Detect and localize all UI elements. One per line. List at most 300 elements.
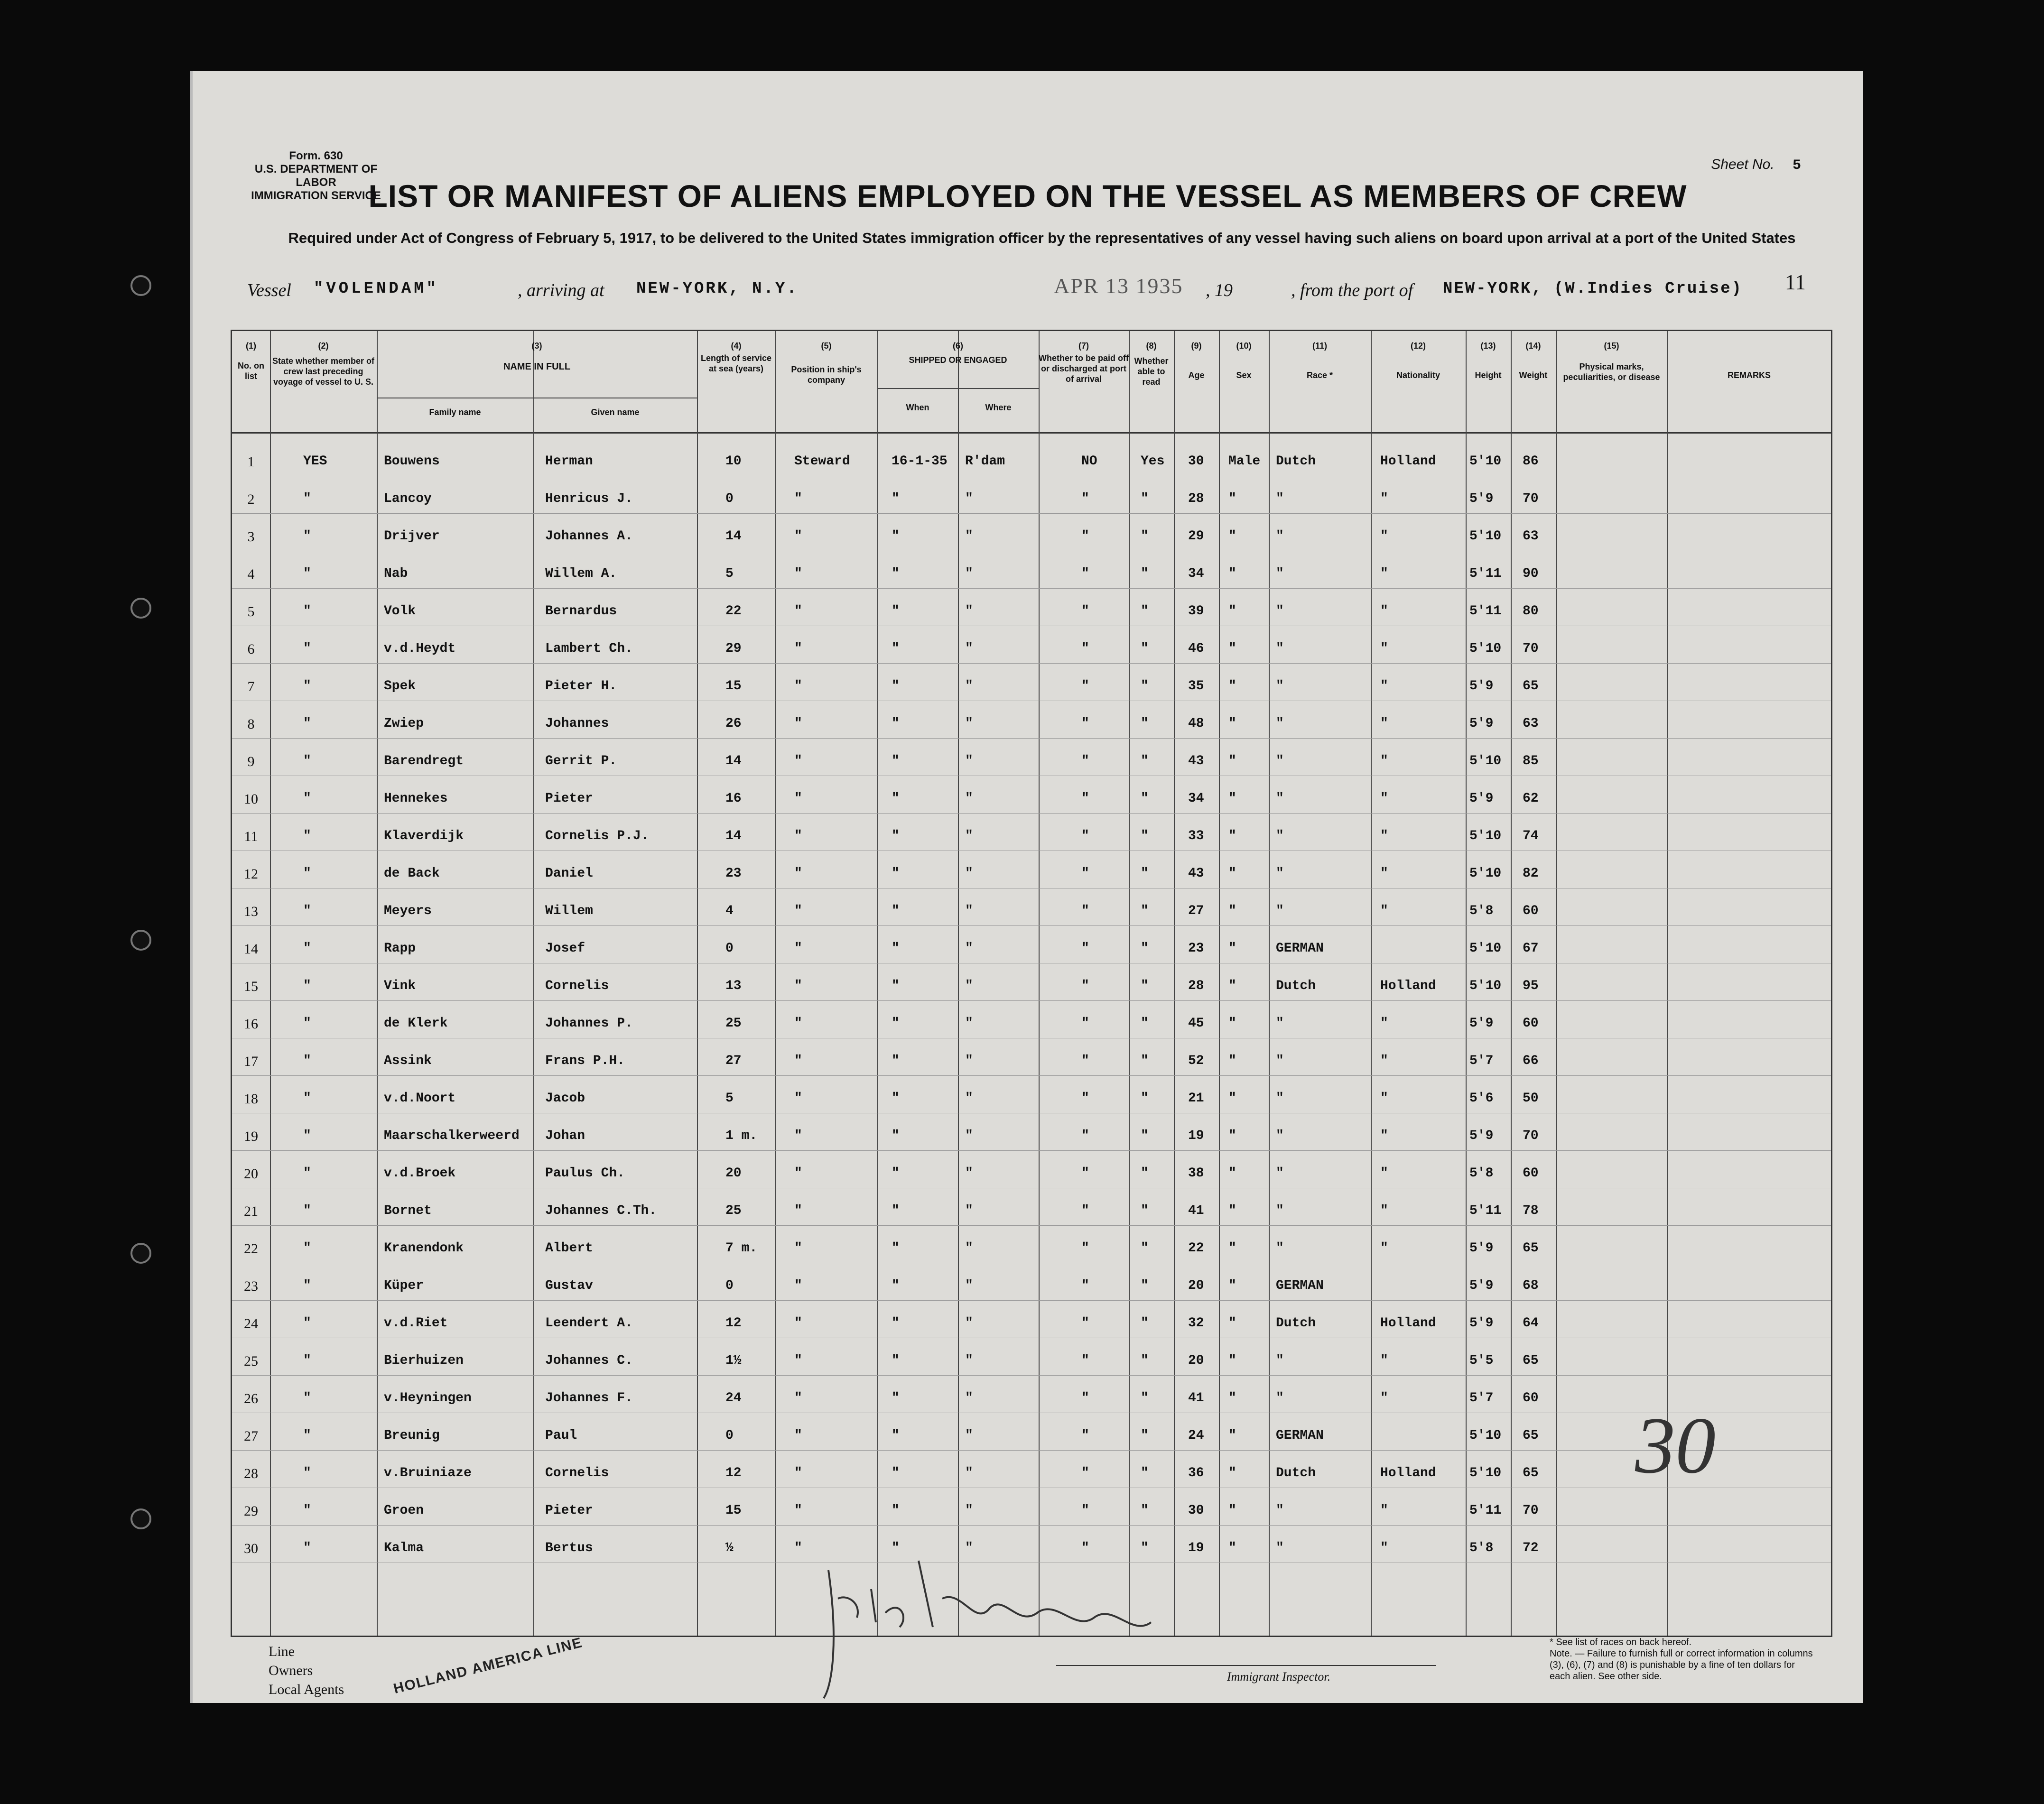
cell-weight: 78: [1523, 1203, 1539, 1218]
cell-read: ": [1141, 641, 1149, 656]
cell-paid: NO: [1081, 454, 1097, 469]
cell-when: ": [892, 754, 900, 768]
cell-where: ": [965, 1016, 973, 1031]
cell-sex: ": [1228, 1203, 1236, 1218]
col-9-header: [1174, 341, 1219, 380]
cell-service: 20: [725, 1166, 742, 1181]
cell-paid: ": [1081, 1391, 1089, 1406]
cell-no: 20: [244, 1166, 258, 1182]
cell-position: ": [794, 491, 802, 506]
cell-no: 30: [244, 1541, 258, 1556]
cell-height: 5'9: [1469, 1316, 1494, 1331]
cell-position: ": [794, 1503, 802, 1518]
cell-position: ": [794, 1016, 802, 1031]
cell-no: 1: [247, 454, 255, 470]
cell-no: 13: [244, 904, 258, 919]
cell-read: ": [1141, 754, 1149, 768]
cell-race: Dutch: [1276, 1466, 1316, 1480]
cell-age: 24: [1188, 1428, 1204, 1443]
col-1-header: [232, 341, 270, 381]
row-rule: [232, 1000, 1831, 1001]
cell-read: ": [1141, 716, 1149, 731]
cell-family: Barendregt: [384, 754, 464, 768]
col-7-label: Whether to be paid off or discharged at port of arrival: [1039, 353, 1129, 384]
handwritten-tally: 30: [1635, 1401, 1716, 1490]
cell-service: 29: [725, 641, 742, 656]
cell-read: ": [1141, 679, 1149, 694]
col-8-label: Whether able to read: [1134, 356, 1169, 387]
from-port: NEW-YORK, (W.Indies Cruise): [1443, 280, 1743, 298]
cell-prev: ": [303, 791, 311, 806]
cell-sex: ": [1228, 1466, 1236, 1480]
cell-when: ": [892, 1278, 900, 1293]
cell-read: ": [1141, 1353, 1149, 1368]
cell-race: Dutch: [1276, 1316, 1316, 1331]
cell-paid: ": [1081, 566, 1089, 581]
cell-prev: ": [303, 829, 311, 843]
cell-prev: ": [303, 1203, 311, 1218]
cell-nat: ": [1380, 1129, 1388, 1143]
cell-paid: ": [1081, 641, 1089, 656]
cell-read: ": [1141, 1054, 1149, 1068]
cell-nat: ": [1380, 1541, 1388, 1555]
row-rule: [232, 1150, 1831, 1151]
cell-paid: ": [1081, 1541, 1089, 1555]
cell-read: ": [1141, 1166, 1149, 1181]
binder-hole: [130, 275, 151, 296]
cell-race: GERMAN: [1276, 1278, 1324, 1293]
cell-where: ": [965, 1428, 973, 1443]
cell-no: 15: [244, 979, 258, 994]
cell-service: 24: [725, 1391, 742, 1406]
arriving-label: , arriving at: [518, 280, 604, 300]
cell-race: ": [1276, 1166, 1284, 1181]
cell-position: ": [794, 716, 802, 731]
cell-nat: ": [1380, 904, 1388, 918]
cell-weight: 63: [1523, 529, 1539, 544]
cell-height: 5'10: [1469, 829, 1502, 843]
cell-service: 26: [725, 716, 742, 731]
col-2-num: (2): [318, 341, 329, 351]
cell-nat: ": [1380, 679, 1388, 694]
local-agents-label: Local Agents: [269, 1682, 344, 1697]
cell-no: 3: [247, 529, 255, 545]
cell-service: 4: [725, 904, 734, 918]
cell-position: ": [794, 1203, 802, 1218]
cell-nat: ": [1380, 754, 1388, 768]
cell-position: ": [794, 1166, 802, 1181]
cell-read: ": [1141, 1316, 1149, 1331]
cell-height: 5'11: [1469, 566, 1502, 581]
col-8-header: [1129, 341, 1174, 387]
arriving-port: NEW-YORK, N.Y.: [636, 280, 799, 298]
cell-when: ": [892, 1091, 900, 1106]
cell-when: ": [892, 1054, 900, 1068]
cell-nat: ": [1380, 716, 1388, 731]
col-1-label: No. on list: [238, 361, 264, 381]
cell-paid: ": [1081, 979, 1089, 993]
cell-given: Leendert A.: [545, 1316, 633, 1331]
cell-sex: ": [1228, 1129, 1236, 1143]
cell-paid: ": [1081, 791, 1089, 806]
column-divider: [1129, 331, 1130, 1636]
row-rule: [232, 925, 1831, 926]
cell-family: Volk: [384, 604, 416, 619]
cell-read: ": [1141, 1016, 1149, 1031]
cell-nat: ": [1380, 1054, 1388, 1068]
row-rule: [232, 813, 1831, 814]
cell-read: ": [1141, 904, 1149, 918]
cell-height: 5'5: [1469, 1353, 1494, 1368]
cell-family: v.d.Noort: [384, 1091, 456, 1106]
row-rule: [232, 1525, 1831, 1526]
column-divider: [1556, 331, 1557, 1636]
cell-when: ": [892, 1129, 900, 1143]
cell-where: ": [965, 1278, 973, 1293]
cell-read: ": [1141, 1241, 1149, 1256]
owners-label: Owners: [269, 1663, 313, 1678]
cell-position: ": [794, 979, 802, 993]
cell-service: 25: [725, 1203, 742, 1218]
cell-weight: 63: [1523, 716, 1539, 731]
cell-where: ": [965, 1353, 973, 1368]
service-name: IMMIGRATION SERVICE: [251, 189, 381, 202]
cell-paid: ": [1081, 1016, 1089, 1031]
cell-no: 19: [244, 1129, 258, 1144]
sheet-number: [1711, 157, 1801, 174]
cell-family: Spek: [384, 679, 416, 694]
cell-given: Frans P.H.: [545, 1054, 625, 1068]
row-rule: [232, 738, 1831, 739]
cell-age: 48: [1188, 716, 1204, 731]
cell-weight: 60: [1523, 1016, 1539, 1031]
cell-position: ": [794, 1091, 802, 1106]
cell-nat: ": [1380, 1203, 1388, 1218]
cell-weight: 65: [1523, 1466, 1539, 1480]
cell-height: 5'10: [1469, 1428, 1502, 1443]
cell-given: Johannes C.Th.: [545, 1203, 657, 1218]
cell-sex: ": [1228, 754, 1236, 768]
column-divider: [1269, 331, 1270, 1636]
col-11-num: (11): [1312, 341, 1328, 351]
cell-family: Nab: [384, 566, 408, 581]
cell-age: 28: [1188, 491, 1204, 506]
cell-given: Johannes: [545, 716, 609, 731]
cell-no: 8: [247, 716, 255, 732]
cell-height: 5'7: [1469, 1054, 1494, 1068]
cell-age: 45: [1188, 1016, 1204, 1031]
cell-nat: ": [1380, 641, 1388, 656]
cell-read: ": [1141, 491, 1149, 506]
cell-paid: ": [1081, 679, 1089, 694]
cell-race: ": [1276, 791, 1284, 806]
sheet-value: 5: [1792, 157, 1801, 174]
cell-sex: ": [1228, 1278, 1236, 1293]
cell-when: ": [892, 791, 900, 806]
cell-prev: ": [303, 1391, 311, 1406]
column-divider: [958, 331, 959, 1636]
cell-service: 15: [725, 1503, 742, 1518]
cell-sex: ": [1228, 491, 1236, 506]
cell-height: 5'9: [1469, 1241, 1494, 1256]
cell-family: Küper: [384, 1278, 424, 1293]
cell-weight: 90: [1523, 566, 1539, 581]
inspector-label: Immigrant Inspector.: [1227, 1670, 1331, 1684]
cell-weight: 82: [1523, 866, 1539, 881]
cell-weight: 50: [1523, 1091, 1539, 1106]
col-3-num: (3): [531, 341, 542, 351]
cell-when: ": [892, 829, 900, 843]
cell-nat: ": [1380, 829, 1388, 843]
cell-where: ": [965, 1541, 973, 1555]
cell-family: Bierhuizen: [384, 1353, 464, 1368]
cell-family: Zwiep: [384, 716, 424, 731]
cell-no: 23: [244, 1278, 258, 1294]
col-2-label: State whether member of crew last preceding voyage of vessel to U. S.: [272, 356, 375, 387]
cell-nat: ": [1380, 866, 1388, 881]
cell-paid: ": [1081, 1091, 1089, 1106]
cell-race: ": [1276, 866, 1284, 881]
header-divider: [232, 432, 1831, 434]
col-12-label: Nationality: [1396, 370, 1440, 380]
cell-age: 28: [1188, 979, 1204, 993]
cell-prev: ": [303, 754, 311, 768]
cell-given: Johannes F.: [545, 1391, 633, 1406]
cell-position: ": [794, 566, 802, 581]
cell-service: 5: [725, 566, 734, 581]
cell-weight: 65: [1523, 1241, 1539, 1256]
cell-race: GERMAN: [1276, 1428, 1324, 1443]
races-note: * See list of races on back hereof.: [1550, 1637, 1692, 1647]
row-rule: [232, 588, 1831, 589]
cell-position: ": [794, 1353, 802, 1368]
cell-where: ": [965, 679, 973, 694]
cell-sex: ": [1228, 829, 1236, 843]
cell-read: ": [1141, 1129, 1149, 1143]
cell-sex: ": [1228, 1016, 1236, 1031]
cell-service: 27: [725, 1054, 742, 1068]
cell-family: Kranendonk: [384, 1241, 464, 1256]
cell-nat: Holland: [1380, 1316, 1436, 1331]
cell-when: ": [892, 1203, 900, 1218]
col-3-label: NAME IN FULL: [503, 361, 571, 372]
cell-nat: ": [1380, 529, 1388, 544]
cell-weight: 65: [1523, 1428, 1539, 1443]
cell-position: ": [794, 1541, 802, 1555]
cell-position: ": [794, 1466, 802, 1480]
cell-prev: ": [303, 1428, 311, 1443]
cell-sex: ": [1228, 604, 1236, 619]
cell-where: ": [965, 866, 973, 881]
cell-paid: ": [1081, 491, 1089, 506]
subheader-divider: [877, 388, 1039, 389]
cell-family: Rapp: [384, 941, 416, 956]
row-rule: [232, 1300, 1831, 1301]
cell-age: 38: [1188, 1166, 1204, 1181]
cell-race: ": [1276, 1016, 1284, 1031]
cell-given: Lambert Ch.: [545, 641, 633, 656]
col-14-label: Weight: [1519, 370, 1548, 380]
cell-sex: ": [1228, 1391, 1236, 1406]
cell-age: 19: [1188, 1541, 1204, 1555]
cell-race: Dutch: [1276, 454, 1316, 469]
col-6-header: [877, 341, 1039, 365]
cell-given: Pieter: [545, 1503, 593, 1518]
cell-when: 16-1-35: [892, 454, 948, 469]
cell-race: ": [1276, 1054, 1284, 1068]
cell-weight: 80: [1523, 604, 1539, 619]
cell-height: 5'6: [1469, 1091, 1494, 1106]
cell-no: 17: [244, 1054, 258, 1069]
department-name: U.S. DEPARTMENT OF LABOR: [254, 163, 378, 189]
cell-position: ": [794, 904, 802, 918]
cell-no: 9: [247, 754, 255, 769]
cell-given: Paulus Ch.: [545, 1166, 625, 1181]
cell-age: 41: [1188, 1391, 1204, 1406]
cell-position: ": [794, 1316, 802, 1331]
cell-no: 11: [244, 829, 258, 844]
cell-when: ": [892, 1241, 900, 1256]
cell-position: ": [794, 791, 802, 806]
cell-where: ": [965, 1091, 973, 1106]
cell-age: 27: [1188, 904, 1204, 918]
cell-nat: ": [1380, 604, 1388, 619]
col-4-header: [697, 341, 775, 374]
cell-age: 30: [1188, 454, 1204, 469]
col-13-header: [1466, 341, 1511, 380]
cell-weight: 70: [1523, 641, 1539, 656]
cell-read: ": [1141, 604, 1149, 619]
cell-when: ": [892, 1016, 900, 1031]
cell-prev: ": [303, 1353, 311, 1368]
cell-read: ": [1141, 1203, 1149, 1218]
cell-family: Breunig: [384, 1428, 440, 1443]
cell-race: ": [1276, 1091, 1284, 1106]
cell-race: ": [1276, 566, 1284, 581]
cell-position: ": [794, 679, 802, 694]
cell-service: 0: [725, 1428, 734, 1443]
where-header: Where: [985, 403, 1012, 412]
cell-where: ": [965, 1391, 973, 1406]
when-header: When: [906, 403, 929, 412]
col-5-label: Position in ship's company: [791, 365, 862, 385]
cell-position: ": [794, 1054, 802, 1068]
cell-age: 20: [1188, 1353, 1204, 1368]
cell-sex: ": [1228, 1503, 1236, 1518]
cell-prev: ": [303, 641, 311, 656]
column-divider: [1511, 331, 1512, 1636]
cell-weight: 67: [1523, 941, 1539, 956]
cell-no: 25: [244, 1353, 258, 1369]
cell-sex: ": [1228, 1316, 1236, 1331]
cell-age: 35: [1188, 679, 1204, 694]
cell-prev: ": [303, 904, 311, 918]
cell-where: ": [965, 941, 973, 956]
cell-given: Pieter H.: [545, 679, 617, 694]
cell-read: Yes: [1141, 454, 1165, 469]
row-rule: [232, 513, 1831, 514]
cell-paid: ": [1081, 1241, 1089, 1256]
binder-hole: [130, 1508, 151, 1529]
cell-race: ": [1276, 716, 1284, 731]
cell-age: 29: [1188, 529, 1204, 544]
cell-read: ": [1141, 1466, 1149, 1480]
cell-height: 5'8: [1469, 904, 1494, 918]
cell-position: ": [794, 1391, 802, 1406]
cell-prev: ": [303, 491, 311, 506]
column-divider: [1174, 331, 1175, 1636]
cell-given: Gerrit P.: [545, 754, 617, 768]
cell-height: 5'10: [1469, 754, 1502, 768]
cell-when: ": [892, 1166, 900, 1181]
cell-paid: ": [1081, 1129, 1089, 1143]
cell-when: ": [892, 604, 900, 619]
cell-where: ": [965, 1503, 973, 1518]
cell-when: ": [892, 529, 900, 544]
column-divider: [877, 331, 878, 1636]
cell-weight: 60: [1523, 1391, 1539, 1406]
cell-when: ": [892, 1316, 900, 1331]
cell-sex: ": [1228, 866, 1236, 881]
cell-family: v.d.Riet: [384, 1316, 448, 1331]
cell-paid: ": [1081, 1278, 1089, 1293]
col-14-num: (14): [1525, 341, 1541, 351]
cell-age: 34: [1188, 791, 1204, 806]
cell-prev: ": [303, 566, 311, 581]
cell-position: ": [794, 754, 802, 768]
cell-nat: ": [1380, 1391, 1388, 1406]
cell-where: ": [965, 604, 973, 619]
cell-when: ": [892, 1391, 900, 1406]
cell-paid: ": [1081, 866, 1089, 881]
cell-service: 14: [725, 529, 742, 544]
cell-sex: ": [1228, 1353, 1236, 1368]
cell-prev: ": [303, 1129, 311, 1143]
cell-family: Drijver: [384, 529, 440, 544]
cell-service: 23: [725, 866, 742, 881]
cell-age: 32: [1188, 1316, 1204, 1331]
col-13-label: Height: [1475, 370, 1502, 380]
column-divider: [1039, 331, 1040, 1636]
cell-where: ": [965, 829, 973, 843]
cell-no: 24: [244, 1316, 258, 1332]
cell-weight: 68: [1523, 1278, 1539, 1293]
cell-nat: ": [1380, 1016, 1388, 1031]
col-5-num: (5): [821, 341, 832, 351]
cell-service: 1½: [725, 1353, 742, 1368]
cell-height: 5'10: [1469, 941, 1502, 956]
cell-race: ": [1276, 1203, 1284, 1218]
from-label: , from the port of: [1291, 280, 1413, 300]
col-7-header: [1039, 341, 1129, 384]
cell-nat: ": [1380, 1241, 1388, 1256]
cell-age: 41: [1188, 1203, 1204, 1218]
cell-age: 21: [1188, 1091, 1204, 1106]
cell-height: 5'9: [1469, 1016, 1494, 1031]
col-10-header: [1219, 341, 1269, 380]
cell-where: ": [965, 1054, 973, 1068]
cell-prev: ": [303, 1241, 311, 1256]
cell-nat: ": [1380, 1503, 1388, 1518]
cell-when: ": [892, 941, 900, 956]
cell-where: ": [965, 1129, 973, 1143]
col-7-num: (7): [1078, 341, 1089, 351]
cell-family: v.Heyningen: [384, 1391, 472, 1406]
cell-where: ": [965, 979, 973, 993]
cell-height: 5'11: [1469, 1203, 1502, 1218]
cell-service: 0: [725, 941, 734, 956]
cell-read: ": [1141, 1391, 1149, 1406]
